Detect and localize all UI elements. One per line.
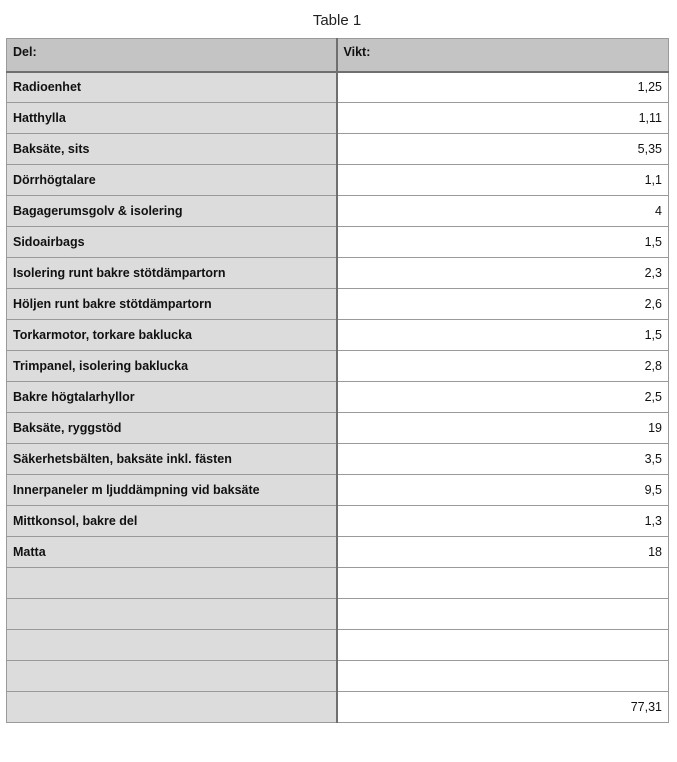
weight-cell[interactable]: 4	[337, 196, 669, 227]
table-row	[7, 599, 669, 630]
weight-cell[interactable]: 2,6	[337, 289, 669, 320]
part-cell[interactable]: Säkerhetsbälten, baksäte inkl. fästen	[7, 444, 337, 475]
part-cell[interactable]: Trimpanel, isolering baklucka	[7, 351, 337, 382]
table-row	[7, 258, 669, 289]
table-row	[7, 568, 669, 599]
table-row	[7, 351, 669, 382]
part-cell[interactable]	[7, 661, 337, 692]
part-cell[interactable]	[7, 599, 337, 630]
table-row	[7, 475, 669, 506]
part-cell[interactable]: Bagagerumsgolv & isolering	[7, 196, 337, 227]
part-cell[interactable]: Torkarmotor, torkare baklucka	[7, 320, 337, 351]
table-row	[7, 227, 669, 258]
table-row	[7, 382, 669, 413]
weight-cell[interactable]: 5,35	[337, 134, 669, 165]
weight-cell[interactable]: 1,1	[337, 165, 669, 196]
part-cell[interactable]: Matta	[7, 537, 337, 568]
part-cell[interactable]: Mittkonsol, bakre del	[7, 506, 337, 537]
part-cell[interactable]: Baksäte, ryggstöd	[7, 413, 337, 444]
part-cell[interactable]	[7, 630, 337, 661]
total-weight-cell[interactable]: 77,31	[337, 692, 669, 723]
table-row	[7, 537, 669, 568]
table-row	[7, 630, 669, 661]
table-row	[7, 320, 669, 351]
weight-cell[interactable]: 2,5	[337, 382, 669, 413]
table-row	[7, 661, 669, 692]
weight-cell[interactable]: 2,8	[337, 351, 669, 382]
part-cell[interactable]: Baksäte, sits	[7, 134, 337, 165]
column-header-weight[interactable]: Vikt:	[337, 39, 669, 72]
total-label-cell[interactable]	[7, 692, 337, 723]
part-cell[interactable]: Isolering runt bakre stötdämpartorn	[7, 258, 337, 289]
table-title: Table 1	[312, 12, 362, 29]
part-cell[interactable]: Bakre högtalarhyllor	[7, 382, 337, 413]
table-row	[7, 165, 669, 196]
weight-cell[interactable]: 19	[337, 413, 669, 444]
part-cell[interactable]: Hatthylla	[7, 103, 337, 134]
table-row	[7, 196, 669, 227]
parts-weight-table	[6, 38, 669, 723]
table-row	[7, 413, 669, 444]
table-row	[7, 134, 669, 165]
weight-cell[interactable]: 1,5	[337, 320, 669, 351]
part-cell[interactable]: Innerpaneler m ljuddämpning vid baksäte	[7, 475, 337, 506]
table-row	[7, 103, 669, 134]
part-cell[interactable]: Sidoairbags	[7, 227, 337, 258]
weight-cell[interactable]	[337, 568, 669, 599]
table-row	[7, 444, 669, 475]
weight-cell[interactable]	[337, 661, 669, 692]
part-cell[interactable]: Höljen runt bakre stötdämpartorn	[7, 289, 337, 320]
table-body	[7, 72, 669, 723]
weight-cell[interactable]: 3,5	[337, 444, 669, 475]
weight-cell[interactable]: 1,11	[337, 103, 669, 134]
header-row	[7, 39, 669, 72]
column-header-part[interactable]: Del:	[7, 39, 337, 72]
table-row	[7, 506, 669, 537]
part-cell[interactable]	[7, 568, 337, 599]
weight-cell[interactable]	[337, 630, 669, 661]
weight-cell[interactable]: 2,3	[337, 258, 669, 289]
total-row	[7, 692, 669, 723]
weight-cell[interactable]: 1,5	[337, 227, 669, 258]
weight-cell[interactable]: 1,25	[337, 72, 669, 103]
table-row	[7, 289, 669, 320]
weight-cell[interactable]: 1,3	[337, 506, 669, 537]
part-cell[interactable]: Dörrhögtalare	[7, 165, 337, 196]
weight-cell[interactable]: 9,5	[337, 475, 669, 506]
table-row	[7, 72, 669, 103]
part-cell[interactable]: Radioenhet	[7, 72, 337, 103]
weight-cell[interactable]	[337, 599, 669, 630]
weight-cell[interactable]: 18	[337, 537, 669, 568]
